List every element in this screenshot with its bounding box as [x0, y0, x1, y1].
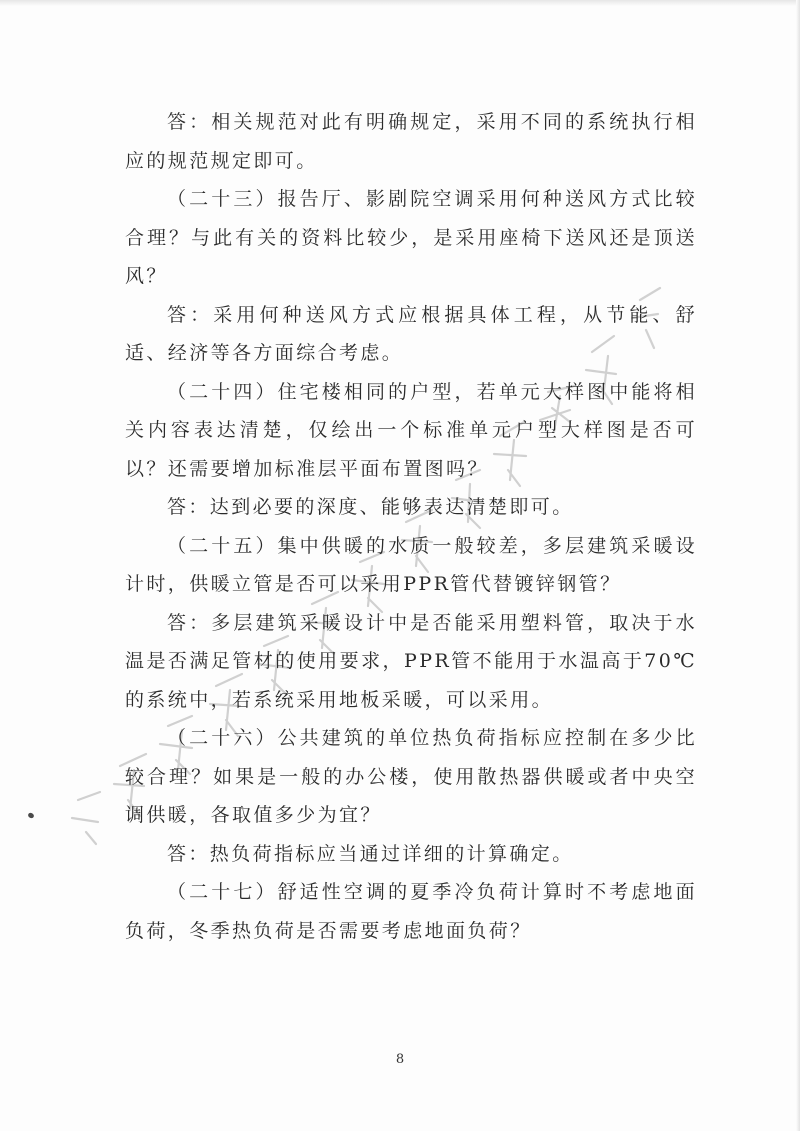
question-paragraph: （二十四）住宅楼相同的户型，若单元大样图中能将相关内容表达清楚，仅绘出一个标准单元户型大样图是否可以？还需要增加标准层平面布置图吗？: [125, 380, 697, 480]
answer-paragraph: 答：达到必要的深度、能够表达清楚即可。: [167, 496, 574, 518]
question-paragraph: （二十六）公共建筑的单位热负荷指标应控制在多少比较合理？如果是一般的办公楼，使用散热器供暖或者中央空调供暖，各取值多少为宜？: [125, 727, 697, 826]
answer-paragraph: 答：采用何种送风方式应根据具体工程，从节能、舒适、经济等各方面综合考虑。: [125, 303, 697, 364]
scan-top-edge: [0, 0, 800, 6]
question-paragraph: （二十五）集中供暖的水质一般较差，多层建筑采暖设计时，供暖立管是否可以采用PPR管代替镀锌钢管？: [125, 534, 697, 595]
body-text: [125, 103, 697, 950]
question-paragraph: （二十七）舒适性空调的夏季冷负荷计算时不考虑地面负荷，冬季热负荷是否需要考虑地面负荷？: [125, 881, 697, 942]
page-number: 8: [395, 1052, 405, 1067]
answer-paragraph: 答：相关规范对此有明确规定，采用不同的系统执行相应的规范规定即可。: [125, 111, 697, 172]
scan-speck: [27, 812, 35, 819]
scan-right-edge: [796, 0, 800, 1131]
answer-paragraph: 答：多层建筑采暖设计中是否能采用塑料管，取决于水温是否满足管材的使用要求，PPR管不能用于水温高于70℃的系统中，若系统采用地板采暖，可以采用。: [125, 611, 697, 711]
question-paragraph: （二十三）报告厅、影剧院空调采用何种送风方式比较合理？与此有关的资料比较少，是采用座椅下送风还是顶送风？: [125, 188, 697, 287]
answer-paragraph: 答：热负荷指标应当通过详细的计算确定。: [167, 842, 574, 865]
